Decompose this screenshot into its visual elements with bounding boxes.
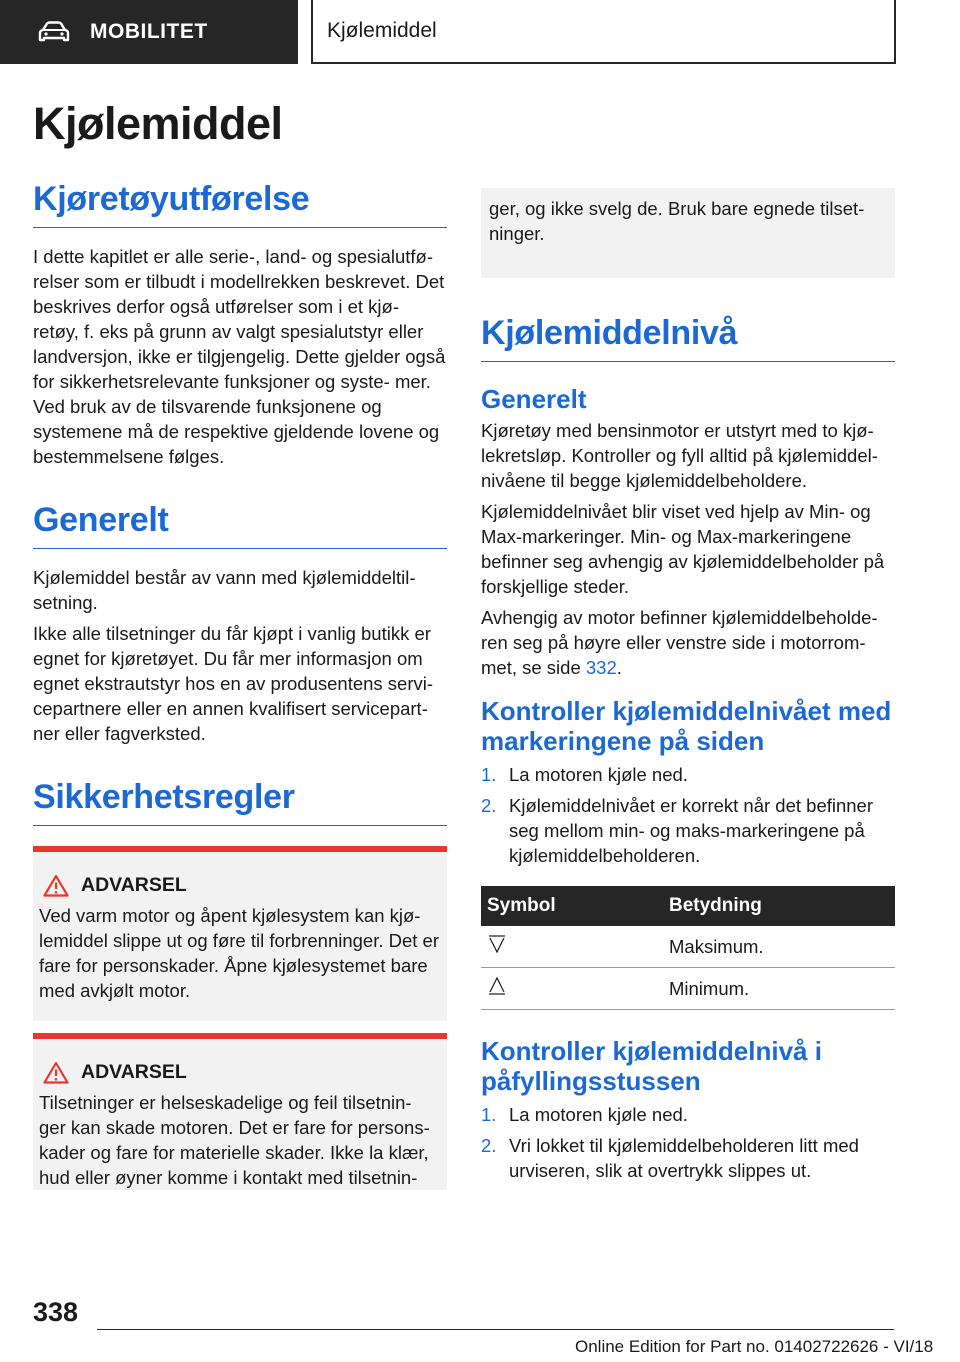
list-item: 1. La motoren kjøle ned. [481, 1104, 688, 1125]
min-mark-icon [487, 976, 507, 996]
page-link-332[interactable]: 332 [585, 657, 617, 678]
table-row [481, 926, 895, 968]
section-tab [0, 0, 298, 64]
heading-vehicle-version: Kjøretøyutførelse [33, 180, 447, 228]
paragraph-level-1: Kjøretøy med bensinmotor er utstyrt med to kjø‐ lekretsløp. Kontroller og fyll alltid på kjølemiddel‐ nivåene til begge kjølemiddelbeholdere. [481, 420, 878, 491]
table-cell-meaning: Minimum. [663, 968, 895, 1010]
table-header-symbol: Symbol [481, 886, 663, 926]
paragraph-level-3-end: . [616, 657, 622, 678]
warning-text-1: Ved varm motor og åpent kjølesystem kan kjø‐ lemiddel slippe ut og føre til forbrenninger. Det er fare for personskader. Åpne kjølesystemet bare med avkjølt motor. [39, 905, 440, 1001]
table-header-meaning: Betydning [663, 886, 895, 926]
paragraph-vehicle-version: I dette kapitlet er alle serie-, land- og spesialutfø‐ relser som er tilbudt i modellrekken beskrevet. Det beskrives derfor også utførelser som i et kjø‐ retøy, f. eks på grunn av valgt spesialutstyr eller landversjon, ikke er tilgjengelig. Dette gjelder også for sikkerhetsrelevante funksjoner og syste‐ mer. Ved bruk av de tilsvarende funksjonene og systemene må de respektive gjeldende lovene og bestemmelsene følges. [33, 246, 446, 467]
paragraph-general-1: Kjølemiddel består av vann med kjølemiddeltil‐ setning. [33, 567, 416, 613]
table-header-row [481, 886, 895, 926]
list-item: 2. Kjølemiddelnivået er korrekt når det befinner seg mellom min- og maks-markeringene på kjølemiddelbeholderen. [481, 795, 874, 866]
left-column [33, 180, 447, 1190]
list-item: 1. La motoren kjøle ned. [481, 764, 688, 785]
paragraph-level-3 [481, 605, 895, 680]
steps-check-filler [481, 1102, 895, 1183]
table-row [481, 968, 895, 1010]
max-mark-icon [487, 934, 507, 954]
subheading-check-side: Kontroller kjølemiddelnivået med markeringene på siden [481, 696, 892, 756]
car-icon [38, 21, 70, 43]
paragraph-level-3-text: Avhengig av motor befinner kjølemiddelbeholde‐ ren seg på høyre eller venstre side i motorrom‐ met, se side [481, 607, 878, 678]
warning-box-2-continued [481, 188, 895, 278]
page-number: 338 [33, 1297, 79, 1327]
footer-edition: Online Edition for Part no. 01402722626 - VI/18 [575, 1337, 934, 1356]
paragraph-general-2: Ikke alle tilsetninger du får kjøpt i vanlig butikk er egnet for kjøretøyet. Du får mer informasjon om egnet ekstrautstyr hos en av produsentens servi‐ cepartnere eller en annen kvalifisert servicepart‐ ner eller fagverksted. [33, 623, 434, 744]
table-cell-meaning: Maksimum. [663, 926, 895, 968]
page-title: Kjølemiddel [33, 98, 283, 149]
warning-label-2: ADVARSEL [81, 1061, 187, 1083]
heading-general: Generelt [33, 501, 447, 549]
chapter-tab-label: Kjølemiddel [327, 19, 437, 42]
right-column [481, 188, 895, 1189]
steps-check-side [481, 762, 895, 868]
subheading-general: Generelt [481, 384, 587, 414]
heading-safety: Sikkerhetsregler [33, 778, 447, 826]
symbol-table [481, 886, 895, 1010]
table-cell-symbol [481, 968, 663, 1010]
warning-triangle-icon [43, 1061, 69, 1084]
subheading-check-filler: Kontroller kjølemiddelnivå i påfyllingsstussen [481, 1036, 822, 1096]
heading-coolant-level: Kjølemiddelnivå [481, 314, 895, 362]
list-item: 2. Vri lokket til kjølemiddelbeholderen litt med urviseren, slik at overtrykk slippes ut. [481, 1135, 859, 1181]
paragraph-level-2: Kjølemiddelnivået blir viset ved hjelp av Min- og Max-markeringer. Min- og Max-markeringene befinner seg avhengig av kjølemiddelbeholder på forskjellige steder. [481, 501, 885, 597]
warning-label-1: ADVARSEL [81, 874, 187, 896]
chapter-tab [311, 0, 896, 64]
warning-box-1 [33, 846, 447, 1021]
warning-text-2: Tilsetninger er helseskadelige og feil tilsetnin‐ ger kan skade motoren. Det er fare for persons‐ kader og fare for materielle skader. Ikke la klær, hud eller øyner komme i kontakt med tilsetnin‐ [39, 1092, 430, 1188]
warning-text-2-continued: ger, og ikke svelg de. Bruk bare egnede tilset‐ ninger. [489, 198, 865, 244]
warning-triangle-icon [43, 874, 69, 897]
footer-divider [97, 1329, 894, 1330]
warning-box-2 [33, 1033, 447, 1190]
section-tab-label: MOBILITET [90, 20, 208, 43]
table-cell-symbol [481, 926, 663, 968]
